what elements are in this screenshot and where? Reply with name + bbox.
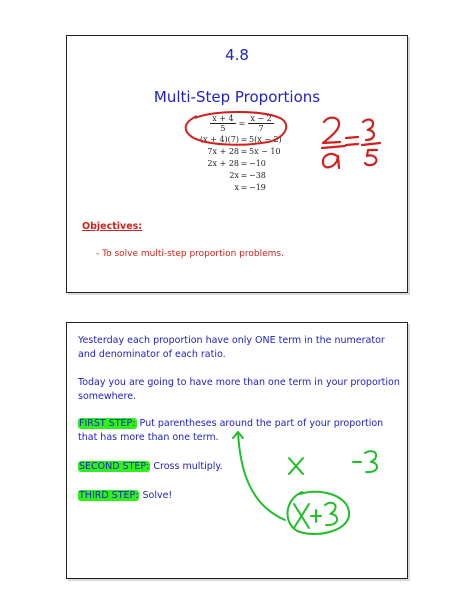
first-step [78, 417, 400, 445]
objective-item: - To solve multi-step proportion problems. [96, 249, 284, 259]
equals-sign: = [240, 134, 248, 144]
fraction-right-denominator: 7 [258, 123, 264, 133]
equation-row [177, 181, 307, 193]
equation-rhs: −38 [249, 170, 266, 180]
equation-lhs: 7x + 28 [207, 146, 239, 156]
equals-sign: = [238, 118, 246, 128]
second-step [78, 460, 400, 474]
paragraph-today: Today you are going to have more than one term in your proportion somewhere. [78, 377, 400, 402]
equation-rhs: −19 [249, 182, 266, 192]
equation-lhs: (x + 4)(7) [200, 134, 239, 144]
equation-row [177, 145, 307, 157]
equals-sign: = [240, 170, 248, 180]
fraction-right [248, 114, 273, 133]
equation-row [177, 169, 307, 181]
fraction-left-numerator: x + 4 [212, 113, 234, 123]
paragraph-yesterday: Yesterday each proportion have only ONE term in the numerator and denominator of each ratio. [78, 335, 385, 360]
equals-sign: = [240, 182, 248, 192]
equation-rhs: −10 [249, 158, 266, 168]
section-number: 4.8 [225, 46, 249, 64]
fraction-right-numerator: x − 2 [250, 113, 272, 123]
first-step-label: FIRST STEP: [79, 418, 136, 429]
fraction-left-denominator: 5 [220, 123, 226, 133]
slide-1 [66, 35, 408, 293]
third-step [78, 489, 400, 503]
equation-lhs: 2x [229, 170, 239, 180]
equation-block [177, 113, 307, 193]
equation-rhs: 5x − 10 [249, 146, 281, 156]
fraction-left [210, 114, 235, 133]
third-step-text: Solve! [139, 490, 173, 501]
equation-lhs: 2x + 28 [207, 158, 239, 168]
equation-row [177, 157, 307, 169]
objectives-heading: Objectives: [82, 221, 143, 232]
second-step-text: Cross multiply. [150, 461, 223, 472]
equation-row [177, 133, 307, 145]
equation-lhs: x [234, 182, 239, 192]
slide-2 [66, 322, 408, 579]
equation-proportion [177, 113, 307, 133]
first-step-text: Put parentheses around the part of your proportion that has more than one term. [78, 418, 384, 443]
second-step-label: SECOND STEP: [79, 461, 150, 472]
equals-sign: = [240, 158, 248, 168]
equals-sign: = [240, 146, 248, 156]
slide-title: Multi-Step Proportions [153, 88, 321, 106]
third-step-label: THIRD STEP: [79, 490, 139, 501]
equation-rhs: 5(x − 2) [249, 134, 282, 144]
